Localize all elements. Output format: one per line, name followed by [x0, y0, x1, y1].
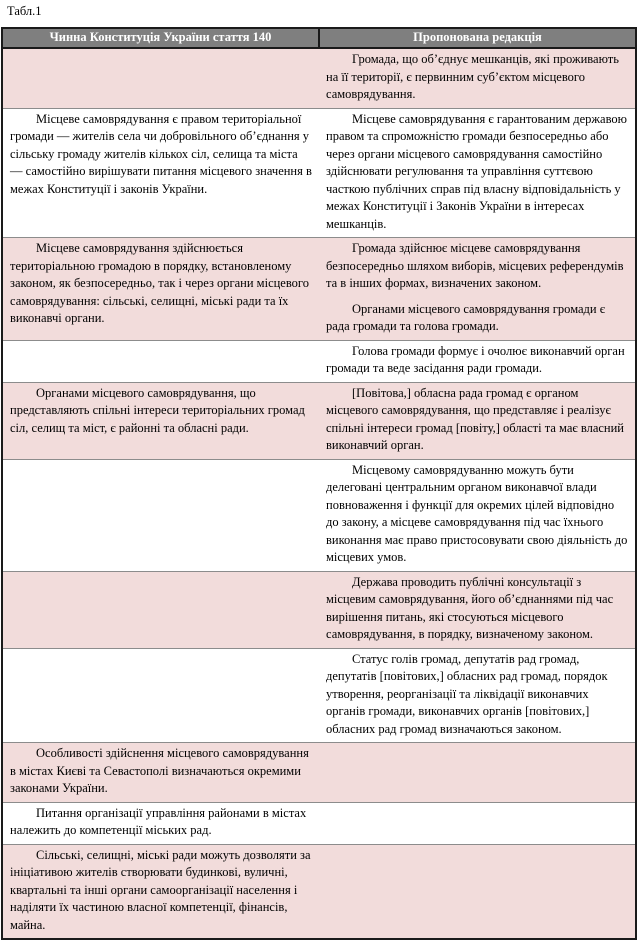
table-row: [2, 382, 636, 459]
paragraph: Особливості здійснення місцевого самоврядування в містах Києві та Севастополі визначаються окремими законами України.: [10, 746, 309, 795]
table-row: [2, 648, 636, 743]
header-proposed-edition: Пропонована редакція: [319, 28, 636, 48]
table-row: [2, 571, 636, 648]
table-row: [2, 844, 636, 939]
proposed-edition-cell: [319, 238, 636, 341]
table-row: [2, 238, 636, 341]
proposed-edition-cell: [319, 108, 636, 238]
paragraph: Держава проводить публічні консультації з місцевим самоврядування, його об’єднаннями під час вирішення питань, які стосуються місцевого самоврядування, в порядку, визначеному законом.: [326, 574, 614, 641]
table-row: [2, 108, 636, 238]
current-constitution-cell: [2, 459, 319, 571]
current-constitution-cell: [2, 571, 319, 648]
table-row: [2, 743, 636, 803]
proposed-edition-cell: [319, 802, 636, 844]
proposed-edition-cell: [319, 459, 636, 571]
current-constitution-cell: [2, 48, 319, 108]
paragraph: Органами місцевого самоврядування громади є рада громади та голова громади.: [326, 301, 606, 333]
header-row: [2, 28, 636, 48]
proposed-edition-cell: [319, 648, 636, 743]
constitution-comparison-table: [1, 27, 637, 940]
header-current-constitution: Чинна Конституція України стаття 140: [2, 28, 319, 48]
paragraph: Місцеве самоврядування є гарантованим державою правом та спроможністю громади безпосередньо або через органи місцевого самоврядування самостійно здійснювати регулювання та управління суттєвою часткою публічних справ під власну відповідальність у межах Конституції і Законів України в інтересах мешканців.: [326, 111, 627, 231]
proposed-edition-cell: [319, 340, 636, 382]
current-constitution-cell: [2, 238, 319, 341]
current-constitution-cell: [2, 108, 319, 238]
proposed-edition-cell: [319, 743, 636, 803]
current-constitution-cell: [2, 743, 319, 803]
paragraph: [Повітова,] обласна рада громад є органом місцевого самоврядування, що представляє і реалізує спільні інтереси громад [повіту,] області та має власний виконавчий орган.: [326, 385, 624, 452]
paragraph: Статус голів громад, депутатів рад громад, депутатів [повітових,] обласних рад громад, порядок утворення, реорганізації та ліквідації виконавчих органів громади, виконавчих органів [повітових,] обласних рад громад визначаються законом.: [326, 651, 608, 736]
current-constitution-cell: [2, 802, 319, 844]
paragraph: Громада, що об’єднує мешканців, які проживають на її території, є первинним суб’єктом місцевого самоврядування.: [326, 52, 619, 101]
current-constitution-cell: [2, 648, 319, 743]
current-constitution-cell: [2, 382, 319, 459]
paragraph: Питання організації управління районами в містах належить до компетенції міських рад.: [10, 805, 307, 837]
paragraph: Місцевому самоврядуванню можуть бути делеговані центральним органом виконавчої влади повноваження і функції для окремих цілей відповідно до закону, а місцеве самоврядування під час їхнього виконання має право пристосовувати свою діяльність до місцевих умов.: [326, 462, 628, 564]
table-row: [2, 459, 636, 571]
proposed-edition-cell: [319, 571, 636, 648]
proposed-edition-cell: [319, 382, 636, 459]
table-row: [2, 340, 636, 382]
current-constitution-cell: [2, 844, 319, 939]
proposed-edition-cell: [319, 48, 636, 108]
proposed-edition-cell: [319, 844, 636, 939]
table-caption: Табл.1: [7, 4, 42, 18]
current-constitution-cell: [2, 340, 319, 382]
paragraph: Сільські, селищні, міські ради можуть дозволяти за ініціативою жителів створювати будинкові, вуличні, квартальні та інші органи самоорганізації населення і наділяти їх частиною власної компетенції, фінансів, майна.: [10, 847, 311, 932]
table-row: [2, 802, 636, 844]
table-row: [2, 48, 636, 108]
paragraph: Місцеве самоврядування є правом територіальної громади — жителів села чи добровільного об’єднання у сільську громаду жителів кількох сіл, селища та міста — самостійно вирішувати питання місцевого значення в межах Конституції і законів України.: [10, 111, 312, 196]
paragraph: Місцеве самоврядування здійснюється територіальною громадою в порядку, встановленому законом, як безпосередньо, так і через органи місцевого самоврядування: сільські, селищні, міські ради та їх виконавчі органи.: [10, 241, 309, 325]
paragraph: Органами місцевого самоврядування, що представляють спільні інтереси територіальних громад сіл, селищ та міст, є районні та обласні ради.: [10, 385, 305, 435]
table-header: [2, 28, 636, 48]
paragraph: Голова громади формує і очолює виконавчий орган громади та веде засідання ради громади.: [326, 343, 625, 375]
paragraph: Громада здійснює місцеве самоврядування безпосередньо шляхом виборів, місцевих референдумів та в інших формах, визначених законом.: [326, 241, 624, 290]
table-body: [2, 48, 636, 939]
